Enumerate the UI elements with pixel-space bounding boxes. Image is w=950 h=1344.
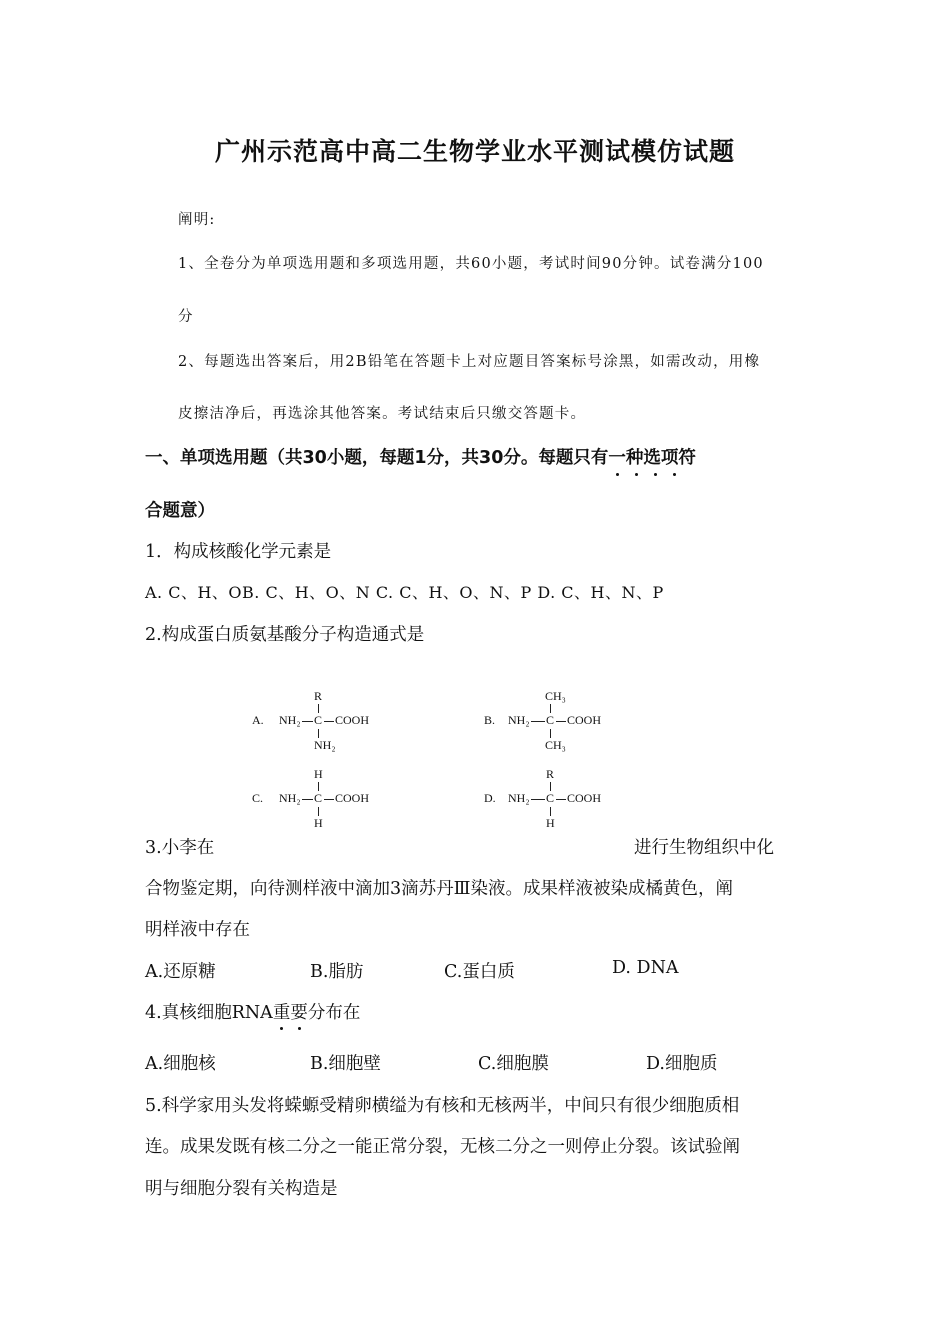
q4-stem: 4.真核细胞RNA重要 分布在 (145, 999, 360, 1024)
structure-d: D. R NH₂ C COOH H (484, 767, 602, 830)
notes-line-2a: 2、每题选出答案后，用2B铅笔在答题卡上对应题目答案标号涂黑，如需改动，用橡 (178, 354, 761, 370)
q2-stem: 2.构成蛋白质氨基酸分子构造通式是 (145, 625, 425, 645)
structure-b: B. CH₃ NH₂ C COOH CH₃ (484, 689, 602, 752)
q3-option-a: A.还原糖 (145, 962, 216, 982)
structure-a: A. R NH₂ C COOH NH₂ (252, 689, 370, 752)
q4-option-a: A.细胞核 (145, 1054, 216, 1074)
q5-line-3: 明与细胞分裂有关构造是 (145, 1179, 338, 1199)
section-heading-emphasis: 一种选项 (608, 448, 678, 468)
notes-heading: 阐明: (178, 212, 216, 228)
q4-option-c: C.细胞膜 (478, 1054, 549, 1074)
section-heading (145, 444, 696, 469)
q4-stem-emphasis: 重要 (273, 1003, 308, 1023)
q1-options: A. C、H、OB. C、H、O、N C. C、H、O、N、P D. C、H、N、P (145, 583, 664, 602)
q4-option-d: D.细胞质 (646, 1054, 718, 1074)
q5-line-2: 连。成果发既有核二分之一能正常分裂，无核二分之一则停止分裂。该试验阐 (145, 1137, 740, 1157)
notes-line-1a: 1、全卷分为单项选用题和多项选用题，共60小题，考试时间90分钟。试卷满分100 (178, 256, 764, 272)
q3-stem-line-3: 明样液中存在 (145, 920, 250, 940)
q1-stem: 1．构成核酸化学元素是 (145, 542, 332, 562)
q3-stem-start: 3.小李在 (145, 838, 215, 858)
q3-option-c: C.蛋白质 (444, 962, 515, 982)
section-heading-tail: 符 (678, 448, 696, 468)
page-title: 广州示范高中高二生物学业水平测试模仿试题 (214, 137, 735, 166)
q3-stem-line-2: 合物鉴定期，向待测样液中滴加3滴苏丹Ⅲ染液。成果样液被染成橘黄色，阐 (145, 879, 734, 899)
notes-line-2b: 皮擦洁净后，再选涂其他答案。考试结束后只缴交答题卡。 (178, 406, 587, 422)
structure-c: C. H NH₂ C COOH H (252, 767, 370, 830)
q3-option-b: B.脂肪 (310, 962, 364, 982)
q3-stem-end: 进行生物组织中化 (634, 838, 774, 858)
section-heading-line-2: 合题意） (145, 501, 215, 521)
q3-option-d: D. DNA (612, 958, 679, 978)
q4-option-b: B.细胞壁 (310, 1054, 381, 1074)
q5-line-1: 5.科学家用头发将蝾螈受精卵横缢为有核和无核两半，中间只有很少细胞质相 (145, 1096, 740, 1116)
notes-line-1b: 分 (178, 309, 194, 325)
section-heading-text: 一、单项选用题（共30小题，每题1分，共30分。每题只有 (145, 448, 609, 468)
